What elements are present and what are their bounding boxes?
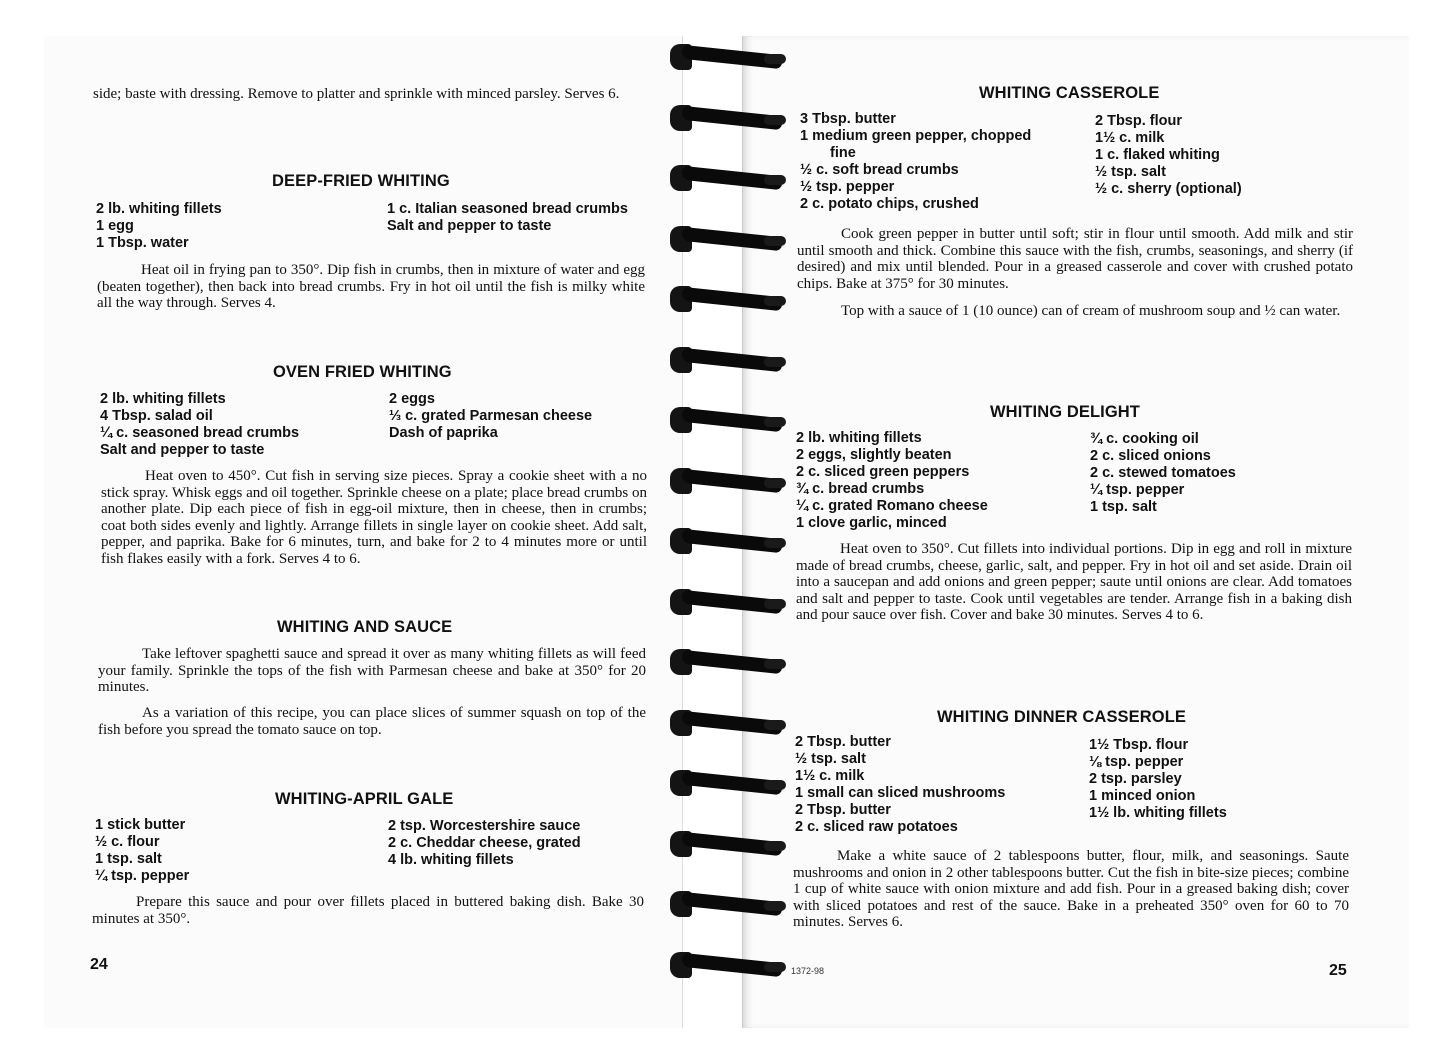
spiral-coil	[664, 589, 788, 615]
recipe-instructions: Heat oven to 350°. Cut fillets into individual portions. Dip in egg and roll in mixture made of bread crumbs, cheese, garlic, salt, and pepper. Fry in hot oil and set aside. Drain oil into a saucepan and add onions and green pepper; saute until onions are clear. Add tomatoes and salt and pepper to taste. Cook until vegetables are tender. Arrange fish in a baking dish and pour sauce over fish. Cover and bake 30 minutes. Serves 4 to 6.	[796, 541, 1352, 624]
spiral-coil	[664, 831, 788, 857]
recipe-instructions: Make a white sauce of 2 tablespoons butter, flour, milk, and seasonings. Saute mushrooms and onion in 2 other tablespoons butter. Cut the fish in bite-size pieces; combine 1 cup of white sauce with onion mixture and add fish. Pour in a greased baking dish; cover with sliced potatoes and rest of the sauce. Bake in a preheated 350° oven for 60 to 70 minutes. Serves 6.	[793, 848, 1349, 931]
recipe-title-deep-fried: DEEP-FRIED WHITING	[272, 172, 450, 190]
recipe-title-dinner-casserole: WHITING DINNER CASSEROLE	[937, 708, 1186, 726]
ingredient: ½ c. flour	[95, 834, 160, 850]
ingredient: ½ c. soft bread crumbs	[800, 162, 959, 178]
ingredient: 1 egg	[96, 218, 134, 234]
ingredient: 1½ c. milk	[1095, 130, 1165, 146]
ingredient-list	[389, 391, 592, 442]
ingredient-list	[796, 430, 988, 532]
carryover-text: side; baste with dressing. Remove to platter and sprinkle with minced parsley. Serves 6.	[93, 86, 620, 102]
ingredient: Salt and pepper to taste	[387, 218, 552, 234]
ingredient: 1½ Tbsp. flour	[1089, 737, 1189, 753]
spiral-coil	[664, 468, 788, 494]
ingredient: 2 c. sliced onions	[1090, 448, 1211, 464]
ingredient: ¼ tsp. pepper	[1090, 482, 1185, 498]
ingredient: 2 c. stewed tomatoes	[1090, 465, 1236, 481]
ingredient: 2 Tbsp. butter	[795, 734, 891, 750]
ingredient: ¼ c. seasoned bread crumbs	[100, 425, 300, 441]
ingredient-list	[1095, 113, 1242, 198]
recipe-instructions: Top with a sauce of 1 (10 ounce) can of cream of mushroom soup and ½ can water.	[841, 303, 1341, 319]
ingredient-list	[795, 734, 1005, 836]
ingredient: fine	[830, 145, 856, 161]
print-code: 1372-98	[791, 966, 825, 976]
recipe-instructions: Heat oil in frying pan to 350°. Dip fish in crumbs, then in mixture of water and egg (beaten together), then back into bread crumbs. Fry in hot oil until the fish is milky white all the way through. Serves 4.	[97, 262, 645, 312]
recipe-title-delight: WHITING DELIGHT	[990, 403, 1140, 421]
ingredient: 2 lb. whiting fillets	[96, 201, 222, 217]
ingredient-list	[100, 391, 299, 459]
spiral-coil	[664, 407, 788, 433]
spiral-coil	[664, 347, 788, 373]
ingredient: ⅛ tsp. pepper	[1089, 754, 1184, 770]
ingredient: ½ tsp. salt	[1095, 164, 1166, 180]
recipe-title-casserole: WHITING CASSEROLE	[979, 84, 1160, 102]
ingredient: ¼ tsp. pepper	[95, 868, 190, 884]
spiral-coil	[664, 286, 788, 312]
ingredient: 2 Tbsp. flour	[1095, 113, 1182, 129]
page-number: 24	[90, 956, 108, 973]
ingredient: 2 c. potato chips, crushed	[800, 196, 979, 212]
ingredient: 3 Tbsp. butter	[800, 111, 896, 127]
ingredient: 4 Tbsp. salad oil	[100, 408, 213, 424]
ingredient: 4 lb. whiting fillets	[388, 852, 514, 868]
ingredient: ½ tsp. pepper	[800, 179, 895, 195]
recipe-instructions: Prepare this sauce and pour over fillets placed in buttered baking dish. Bake 30 minutes at 350°.	[92, 894, 644, 927]
ingredient-list	[1089, 737, 1227, 822]
spiral-coil	[664, 165, 788, 191]
ingredient: 2 lb. whiting fillets	[100, 391, 226, 407]
ingredient: ¾ c. cooking oil	[1090, 431, 1199, 447]
ingredient: 1 c. Italian seasoned bread crumbs	[387, 201, 628, 217]
spiral-coil	[664, 770, 788, 796]
ingredient: ½ c. sherry (optional)	[1095, 181, 1242, 197]
ingredient: 1 stick butter	[95, 817, 186, 833]
spiral-coil	[664, 226, 788, 252]
spiral-coil	[664, 952, 788, 978]
ingredient: ⅓ c. grated Parmesan cheese	[389, 408, 593, 424]
page-number: 25	[1329, 962, 1347, 979]
recipe-instructions: Heat oven to 450°. Cut fish in serving size pieces. Spray a cookie sheet with a no stick spray. Whisk eggs and oil together. Sprinkle cheese on a plate; place bread crumbs on another plate. Dip each piece of fish in egg-oil mixture, then in cheese, then in crumbs; coat both sides evenly and lightly. Arrange fillets in single layer on cookie sheet. Add salt, pepper, and paprika. Bake for 6 minutes, turn, and bake for 2 to 4 minutes more or until fish flakes easily with a fork. Serves 4 to 6.	[101, 468, 647, 567]
ingredient: 1 medium green pepper, chopped	[800, 128, 1032, 144]
spiral-coil	[664, 105, 788, 131]
recipe-title-oven-fried: OVEN FRIED WHITING	[273, 363, 452, 381]
ingredient: 2 tsp. Worcestershire sauce	[388, 818, 581, 834]
ingredient: 1 clove garlic, minced	[796, 515, 947, 531]
ingredient: 2 lb. whiting fillets	[796, 430, 922, 446]
ingredient: 1 small can sliced mushrooms	[795, 785, 1006, 801]
ingredient-list	[387, 201, 628, 235]
right-page	[742, 36, 1409, 1028]
spiral-binding	[664, 40, 794, 1030]
recipe-instructions: As a variation of this recipe, you can place slices of summer squash on top of the fish before you spread the tomato sauce on top.	[98, 705, 646, 738]
ingredient-list	[1090, 431, 1236, 516]
recipe-title-april-gale: WHITING-APRIL GALE	[275, 790, 454, 808]
ingredient: ¾ c. bread crumbs	[796, 481, 925, 497]
ingredient: 1½ lb. whiting fillets	[1089, 805, 1227, 821]
ingredient: 2 Tbsp. butter	[795, 802, 891, 818]
recipe-title-sauce: WHITING AND SAUCE	[277, 618, 453, 636]
ingredient: 1 tsp. salt	[95, 851, 162, 867]
ingredient-list	[800, 111, 1031, 213]
ingredient: ¼ c. grated Romano cheese	[796, 498, 988, 514]
ingredient: 2 c. Cheddar cheese, grated	[388, 835, 581, 851]
ingredient-list	[96, 201, 222, 252]
spiral-coil	[664, 891, 788, 917]
ingredient: 2 c. sliced green peppers	[796, 464, 970, 480]
ingredient: Salt and pepper to taste	[100, 442, 265, 458]
spiral-coil	[664, 44, 788, 70]
ingredient: 1½ c. milk	[795, 768, 865, 784]
spiral-coil	[664, 528, 788, 554]
recipe-instructions: Take leftover spaghetti sauce and spread it over as many whiting fillets as will feed your family. Sprinkle the tops of the fish with Parmesan cheese and bake at 350° for 20 minutes.	[98, 646, 646, 696]
ingredient: Dash of paprika	[389, 425, 498, 441]
ingredient-list	[95, 817, 189, 885]
ingredient: 2 c. sliced raw potatoes	[795, 819, 958, 835]
ingredient: ½ tsp. salt	[795, 751, 866, 767]
ingredient-list	[388, 818, 581, 869]
spiral-coil	[664, 649, 788, 675]
recipe-instructions: Cook green pepper in butter until soft; stir in flour until smooth. Add milk and stir until smooth and thick. Combine this sauce with the fish, crumbs, seasonings, and sherry (if desired) and mix until blended. Pour in a greased casserole and cover with crushed potato chips. Bake at 375° for 30 minutes.	[797, 226, 1353, 292]
left-page	[44, 36, 682, 1028]
ingredient: 1 tsp. salt	[1090, 499, 1157, 515]
ingredient: 2 eggs	[389, 391, 435, 407]
ingredient: 1 Tbsp. water	[96, 235, 189, 251]
ingredient: 1 c. flaked whiting	[1095, 147, 1220, 163]
ingredient: 2 tsp. parsley	[1089, 771, 1182, 787]
spiral-coil	[664, 710, 788, 736]
ingredient: 2 eggs, slightly beaten	[796, 447, 952, 463]
ingredient: 1 minced onion	[1089, 788, 1196, 804]
